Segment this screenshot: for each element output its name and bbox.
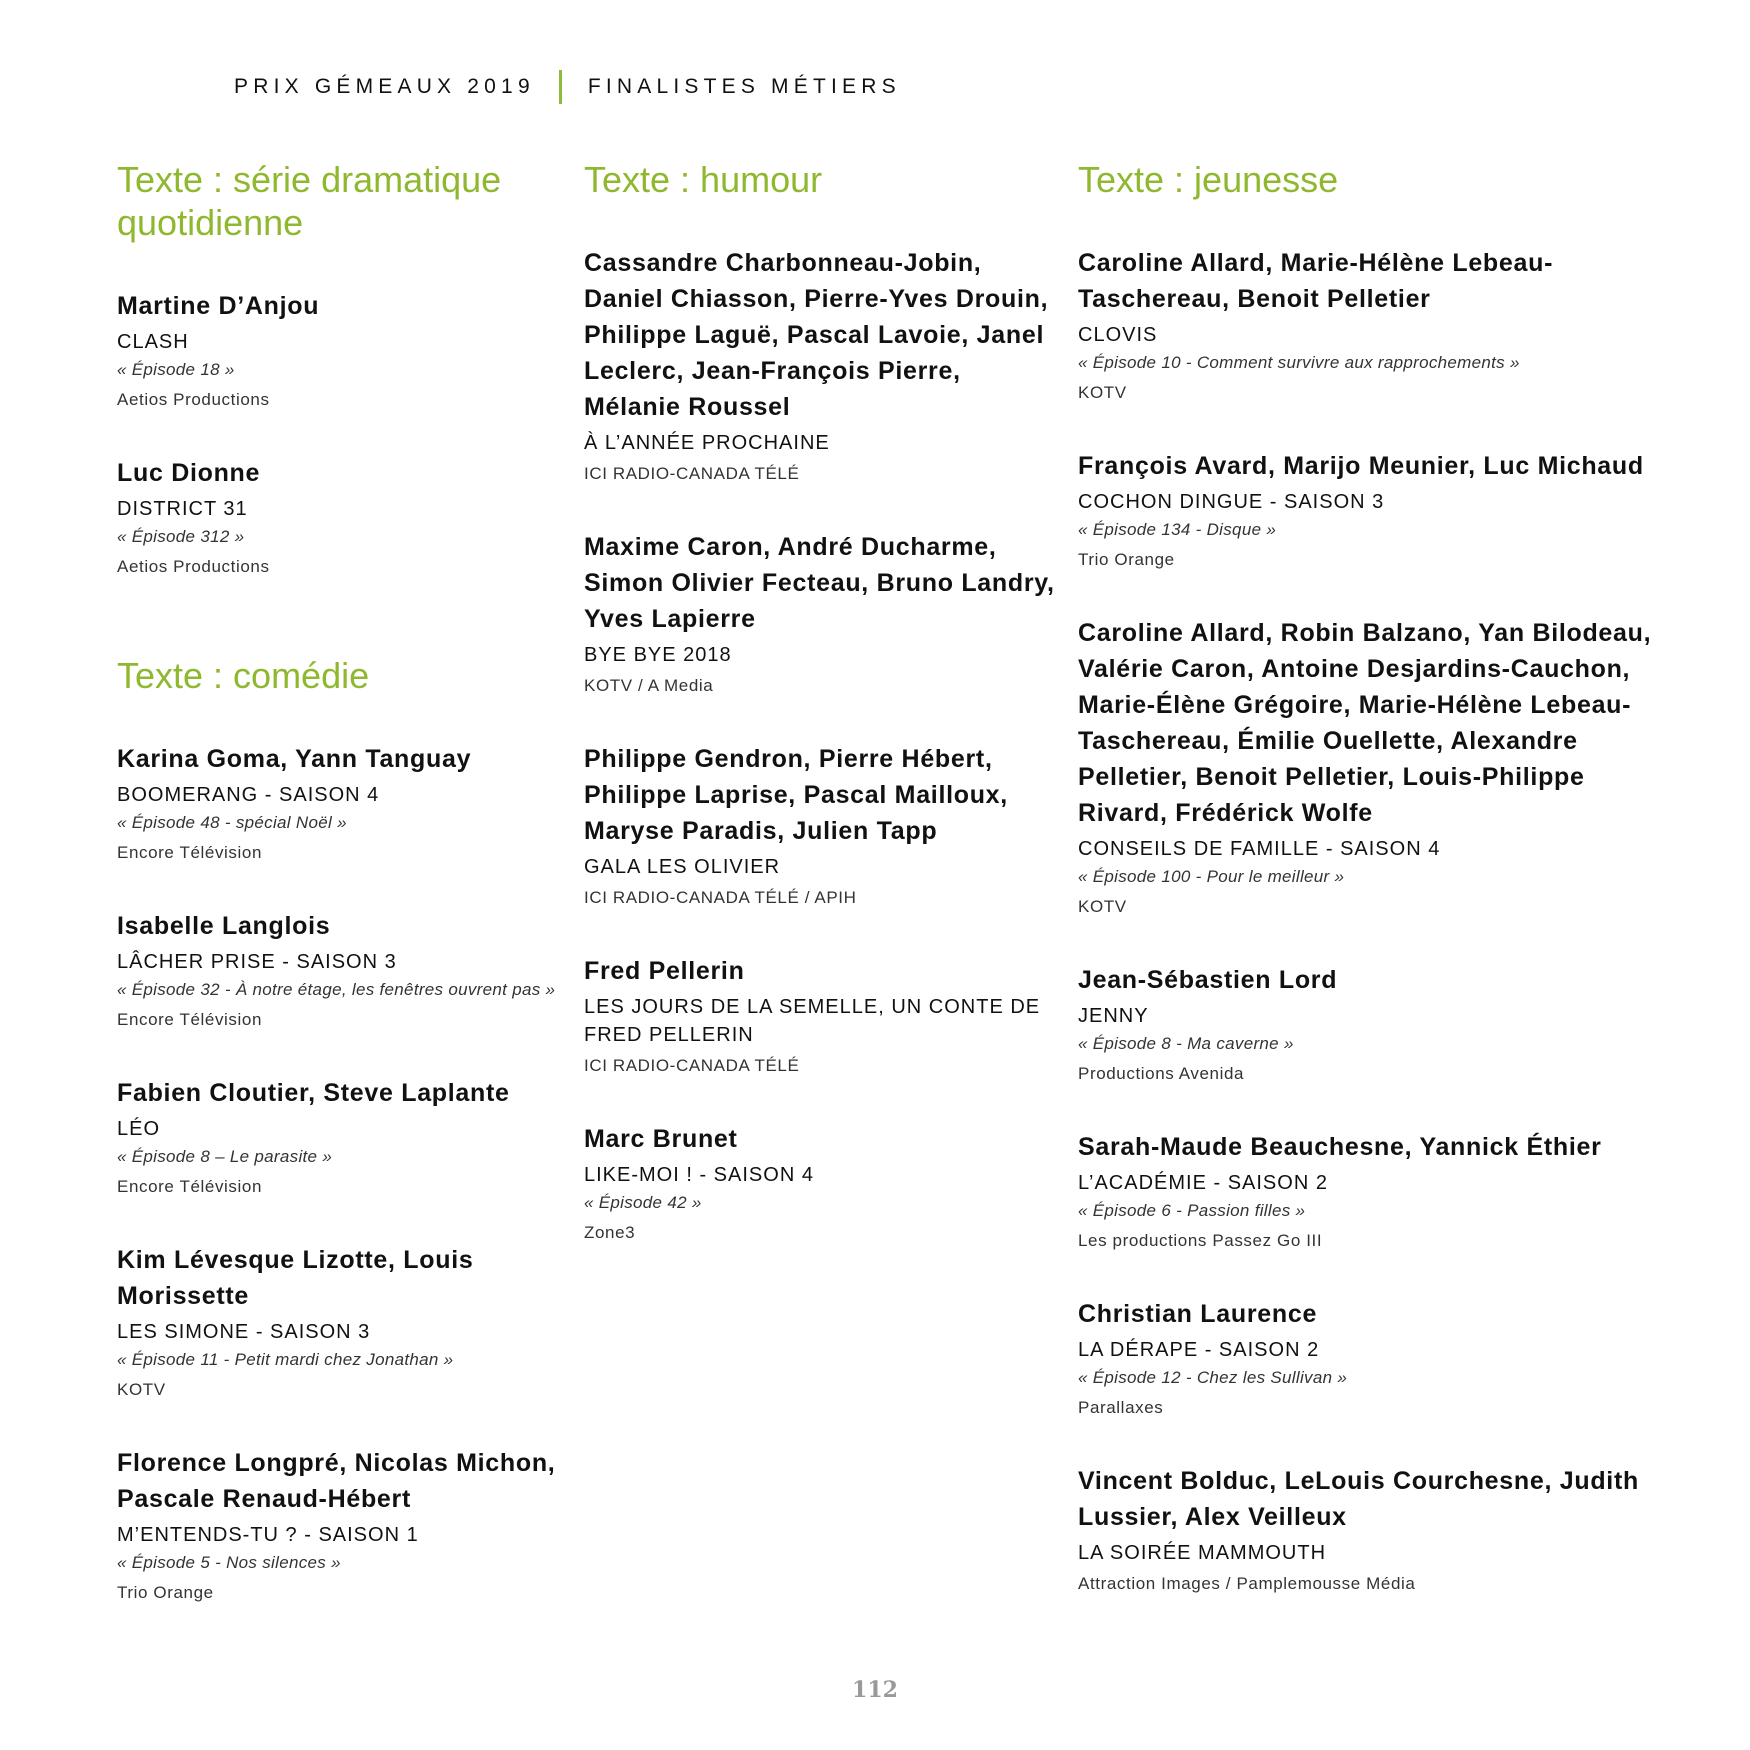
finalist-entry: [117, 908, 577, 1037]
finalist-entry: [584, 529, 1064, 703]
show-title: LIKE-MOI ! - SAISON 4: [584, 1164, 814, 1186]
finalist-names: Sarah-Maude Beauchesne, Yannick Éthier: [1078, 1133, 1602, 1161]
episode-title: « Épisode 134 - Disque »: [1078, 520, 1277, 539]
episode-title: « Épisode 5 - Nos silences »: [117, 1553, 341, 1572]
category-title: Texte : comédie: [117, 655, 370, 696]
show-title: JENNY: [1078, 1005, 1149, 1027]
producer-name: Aetios Productions: [117, 557, 270, 576]
finalist-names: Fabien Cloutier, Steve Laplante: [117, 1079, 510, 1107]
finalist-names: Fred Pellerin: [584, 957, 745, 985]
finalist-entry: [117, 455, 577, 584]
show-title: BYE BYE 2018: [584, 644, 732, 666]
finalist-names: Jean-Sébastien Lord: [1078, 966, 1338, 994]
finalist-entry: [1078, 245, 1678, 410]
finalist-entry: [117, 1075, 577, 1204]
show-title: DISTRICT 31: [117, 498, 248, 520]
producer-name: KOTV: [117, 1380, 166, 1399]
column-2: [584, 158, 1064, 1288]
episode-title: « Épisode 8 - Ma caverne »: [1078, 1034, 1294, 1053]
finalist-entry: [1078, 448, 1678, 577]
show-title: LA SOIRÉE MAMMOUTH: [1078, 1542, 1327, 1564]
finalist-entry: [1078, 962, 1678, 1091]
column-1: [117, 158, 577, 1648]
producer-name: ICI RADIO-CANADA TÉLÉ: [584, 464, 800, 483]
finalist-entry: [1078, 1129, 1678, 1258]
finalist-names: Marc Brunet: [584, 1125, 738, 1153]
show-title: BOOMERANG - SAISON 4: [117, 784, 380, 806]
show-title: LES SIMONE - SAISON 3: [117, 1321, 371, 1343]
show-title: CONSEILS DE FAMILLE - SAISON 4: [1078, 838, 1441, 860]
episode-title: « Épisode 11 - Petit mardi chez Jonathan »: [117, 1350, 454, 1369]
finalist-entry: [117, 1445, 577, 1610]
producer-name: Encore Télévision: [117, 1177, 263, 1196]
award-category: [117, 158, 577, 584]
episode-title: « Épisode 32 - À notre étage, les fenêtres ouvrent pas »: [117, 980, 556, 999]
producer-name: KOTV: [1078, 383, 1127, 402]
show-title: GALA LES OLIVIER: [584, 856, 781, 878]
show-title: LES JOURS DE LA SEMELLE, UN CONTE DE FRED PELLERIN: [584, 996, 1041, 1046]
finalist-names: Maxime Caron, André Ducharme, Simon Olivier Fecteau, Bruno Landry, Yves Lapierre: [584, 533, 1055, 633]
header-divider: [559, 70, 562, 104]
episode-title: « Épisode 48 - spécial Noël »: [117, 813, 347, 832]
producer-name: Trio Orange: [117, 1583, 214, 1602]
episode-title: « Épisode 12 - Chez les Sullivan »: [1078, 1368, 1348, 1387]
category-title: Texte : jeunesse: [1078, 159, 1339, 200]
episode-title: « Épisode 100 - Pour le meilleur »: [1078, 867, 1345, 886]
producer-name: Zone3: [584, 1223, 636, 1242]
finalist-entry: [1078, 1463, 1678, 1601]
show-title: À L’ANNÉE PROCHAINE: [584, 432, 830, 454]
producer-name: Trio Orange: [1078, 550, 1175, 569]
finalist-names: Christian Laurence: [1078, 1300, 1318, 1328]
producer-name: Parallaxes: [1078, 1398, 1164, 1417]
finalist-entry: [584, 953, 1064, 1083]
award-category: [117, 654, 577, 1610]
episode-title: « Épisode 18 »: [117, 360, 235, 379]
producer-name: Aetios Productions: [117, 390, 270, 409]
finalist-names: Philippe Gendron, Pierre Hébert, Philippe Laprise, Pascal Mailloux, Maryse Paradis, Julien Tapp: [584, 745, 1008, 845]
producer-name: Encore Télévision: [117, 1010, 263, 1029]
show-title: COCHON DINGUE - SAISON 3: [1078, 491, 1385, 513]
finalist-names: Cassandre Charbonneau-Jobin, Daniel Chiasson, Pierre-Yves Drouin, Philippe Laguë, Pascal Lavoie, Janel Leclerc, Jean-François Pierre, Mélanie Roussel: [584, 249, 1049, 421]
award-category: [584, 158, 1064, 1250]
show-title: M’ENTENDS-TU ? - SAISON 1: [117, 1524, 419, 1546]
producer-name: ICI RADIO-CANADA TÉLÉ: [584, 1056, 800, 1075]
episode-title: « Épisode 42 »: [584, 1193, 702, 1212]
header-section-title: FINALISTES MÉTIERS: [587, 75, 901, 98]
header-publication-title: PRIX GÉMEAUX 2019: [234, 75, 535, 98]
finalist-names: Vincent Bolduc, LeLouis Courchesne, Judith Lussier, Alex Veilleux: [1078, 1467, 1639, 1531]
episode-title: « Épisode 6 - Passion filles »: [1078, 1201, 1306, 1220]
producer-name: Attraction Images / Pamplemousse Média: [1078, 1574, 1416, 1593]
finalist-names: Luc Dionne: [117, 459, 261, 487]
producer-name: KOTV / A Media: [584, 676, 714, 695]
column-3: [1078, 158, 1678, 1639]
show-title: CLOVIS: [1078, 324, 1158, 346]
producer-name: Les productions Passez Go III: [1078, 1231, 1323, 1250]
finalist-names: François Avard, Marijo Meunier, Luc Michaud: [1078, 452, 1644, 480]
show-title: LÂCHER PRISE - SAISON 3: [117, 951, 397, 973]
producer-name: ICI RADIO-CANADA TÉLÉ / APIH: [584, 888, 857, 907]
show-title: LÉO: [117, 1118, 161, 1140]
finalist-entry: [584, 1121, 1064, 1250]
finalist-entry: [117, 1242, 577, 1407]
finalist-names: Caroline Allard, Marie-Hélène Lebeau-Taschereau, Benoit Pelletier: [1078, 249, 1554, 313]
show-title: LA DÉRAPE - SAISON 2: [1078, 1339, 1320, 1361]
producer-name: Encore Télévision: [117, 843, 263, 862]
finalist-entry: [1078, 1296, 1678, 1425]
finalist-entry: [1078, 615, 1678, 924]
finalist-names: Florence Longpré, Nicolas Michon, Pascale Renaud-Hébert: [117, 1449, 556, 1513]
page-header: [234, 70, 901, 104]
producer-name: KOTV: [1078, 897, 1127, 916]
episode-title: « Épisode 8 – Le parasite »: [117, 1147, 333, 1166]
finalist-entry: [584, 245, 1064, 491]
finalist-names: Karina Goma, Yann Tanguay: [117, 745, 472, 773]
show-title: L’ACADÉMIE - SAISON 2: [1078, 1172, 1328, 1194]
episode-title: « Épisode 312 »: [117, 527, 245, 546]
finalist-entry: [117, 288, 577, 417]
finalist-names: Martine D’Anjou: [117, 292, 320, 320]
show-title: CLASH: [117, 331, 189, 353]
category-title: Texte : série dramatique quotidienne: [117, 159, 502, 243]
category-title: Texte : humour: [584, 159, 823, 200]
finalist-names: Kim Lévesque Lizotte, Louis Morissette: [117, 1246, 474, 1310]
finalist-entry: [117, 741, 577, 870]
finalist-names: Isabelle Langlois: [117, 912, 331, 940]
finalist-names: Caroline Allard, Robin Balzano, Yan Bilodeau, Valérie Caron, Antoine Desjardins-Cauchon, Marie-Élène Grégoire, Marie-Hélène Lebeau-Taschereau, Émilie Ouellette, Alexandre Pelletier, Benoit Pelletier, Louis-Philippe Rivard, Frédérick Wolfe: [1078, 619, 1652, 827]
award-category: [1078, 158, 1678, 1601]
producer-name: Productions Avenida: [1078, 1064, 1245, 1083]
finalist-entry: [584, 741, 1064, 915]
page-number: 112: [852, 1677, 898, 1703]
episode-title: « Épisode 10 - Comment survivre aux rapprochements »: [1078, 353, 1520, 372]
